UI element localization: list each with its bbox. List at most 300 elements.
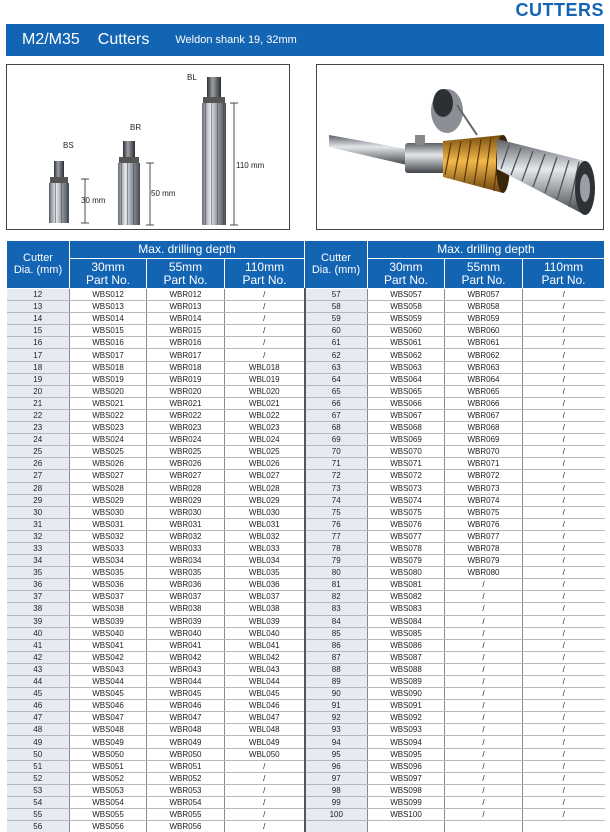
- cell-wbl-right: /: [523, 349, 605, 361]
- cell-wbl-left: /: [225, 760, 305, 772]
- cell-dia-left: 43: [7, 663, 70, 675]
- cell-wbr-left: WBR020: [147, 385, 225, 397]
- cell-wbl-right: /: [523, 579, 605, 591]
- cell-wbl-right: /: [523, 688, 605, 700]
- table-row: [7, 772, 605, 784]
- cutter-arbor-illustration: [317, 65, 605, 231]
- cell-wbr-right: /: [445, 639, 523, 651]
- header-110mm-left: [225, 259, 305, 289]
- cell-wbl-right: /: [523, 809, 605, 821]
- cell-wbr-left: WBR044: [147, 676, 225, 688]
- cell-wbl-right: /: [523, 542, 605, 554]
- cell-wbl-left: WBL025: [225, 446, 305, 458]
- cell-wbl-right: /: [523, 772, 605, 784]
- cell-wbr-left: WBR036: [147, 579, 225, 591]
- cell-wbs-left: WBS053: [70, 784, 147, 796]
- cell-wbr-right: WBR066: [445, 397, 523, 409]
- table-row: [7, 385, 605, 397]
- table-row: [7, 470, 605, 482]
- cell-dia-right: 96: [305, 760, 368, 772]
- cell-wbl-left: /: [225, 301, 305, 313]
- cell-wbl-left: WBL027: [225, 470, 305, 482]
- cell-wbs-right: WBS094: [368, 736, 445, 748]
- cell-wbs-left: WBS014: [70, 313, 147, 325]
- cell-wbs-right: WBS077: [368, 530, 445, 542]
- cell-wbl-left: WBL028: [225, 482, 305, 494]
- cell-wbs-right: WBS057: [368, 289, 445, 301]
- header-55mm-left: [147, 259, 225, 289]
- cell-wbl-right: /: [523, 663, 605, 675]
- cell-wbl-right: /: [523, 446, 605, 458]
- cell-wbl-left: WBL030: [225, 506, 305, 518]
- table-row: [7, 349, 605, 361]
- cell-dia-right: 58: [305, 301, 368, 313]
- cell-wbl-left: WBL036: [225, 579, 305, 591]
- table-row: [7, 422, 605, 434]
- cell-wbr-right: WBR063: [445, 361, 523, 373]
- cell-wbl-right: /: [523, 482, 605, 494]
- shank-subtitle: Weldon shank 19, 32mm: [175, 34, 297, 46]
- cell-wbl-right: /: [523, 337, 605, 349]
- cell-wbl-left: WBL019: [225, 373, 305, 385]
- cell-wbr-right: /: [445, 579, 523, 591]
- cell-wbr-left: WBR045: [147, 688, 225, 700]
- table-row: [7, 555, 605, 567]
- table-row: [7, 760, 605, 772]
- cell-wbs-right: WBS097: [368, 772, 445, 784]
- cell-wbr-left: WBR039: [147, 615, 225, 627]
- cell-wbl-left: WBL032: [225, 530, 305, 542]
- table-row: [7, 591, 605, 603]
- cell-wbr-left: WBR043: [147, 663, 225, 675]
- cell-wbs-left: WBS026: [70, 458, 147, 470]
- cell-dia-left: 28: [7, 482, 70, 494]
- cell-wbl-left: WBL035: [225, 567, 305, 579]
- cell-wbr-right: WBR080: [445, 567, 523, 579]
- cell-wbs-left: WBS016: [70, 337, 147, 349]
- cell-wbr-left: WBR038: [147, 603, 225, 615]
- cell-dia-left: 33: [7, 542, 70, 554]
- cell-wbl-left: WBL026: [225, 458, 305, 470]
- cell-wbr-right: WBR057: [445, 289, 523, 301]
- header-30mm-left: [70, 259, 147, 289]
- cell-wbs-right: WBS098: [368, 784, 445, 796]
- cell-dia-right: 94: [305, 736, 368, 748]
- table-row: [7, 567, 605, 579]
- cell-wbl-right: /: [523, 289, 605, 301]
- cell-wbr-left: WBR051: [147, 760, 225, 772]
- cell-wbs-right: WBS068: [368, 422, 445, 434]
- cell-dia-left: 55: [7, 809, 70, 821]
- cell-wbs-right: WBS091: [368, 700, 445, 712]
- cell-wbr-right: /: [445, 676, 523, 688]
- table-row: [7, 748, 605, 760]
- cell-dia-left: 20: [7, 385, 70, 397]
- cell-wbr-left: WBR027: [147, 470, 225, 482]
- cell-wbr-right: /: [445, 591, 523, 603]
- cell-dia-right: 85: [305, 627, 368, 639]
- cell-dia-left: 35: [7, 567, 70, 579]
- cell-wbl-left: WBL021: [225, 397, 305, 409]
- cell-dia-left: 32: [7, 530, 70, 542]
- cell-wbs-left: WBS019: [70, 373, 147, 385]
- table-row: [7, 700, 605, 712]
- table-row: [7, 325, 605, 337]
- cell-dia-right: 83: [305, 603, 368, 615]
- cell-wbl-left: WBL042: [225, 651, 305, 663]
- cell-wbl-right: /: [523, 422, 605, 434]
- cell-dia-right: 72: [305, 470, 368, 482]
- cell-wbs-right: WBS088: [368, 663, 445, 675]
- cell-wbs-left: WBS018: [70, 361, 147, 373]
- cell-dia-left: 56: [7, 821, 70, 832]
- cell-wbs-right: WBS065: [368, 385, 445, 397]
- table-row: [7, 289, 605, 301]
- bs-cutter: [49, 161, 69, 223]
- cell-wbr-right: WBR076: [445, 518, 523, 530]
- cell-wbl-left: WBL050: [225, 748, 305, 760]
- cell-wbs-right: WBS086: [368, 639, 445, 651]
- cell-dia-left: 45: [7, 688, 70, 700]
- series-title: M2/M35: [22, 31, 80, 48]
- cell-wbl-left: WBL046: [225, 700, 305, 712]
- cell-dia-left: 54: [7, 796, 70, 808]
- cell-wbr-left: WBR047: [147, 712, 225, 724]
- header-55mm-label: 55mm: [168, 259, 203, 274]
- cell-wbr-right: /: [445, 651, 523, 663]
- cell-wbs-right: WBS092: [368, 712, 445, 724]
- cell-wbr-left: WBR049: [147, 736, 225, 748]
- table-row: [7, 361, 605, 373]
- cell-wbl-right: /: [523, 639, 605, 651]
- cell-wbl-right: /: [523, 518, 605, 530]
- table-row: [7, 821, 605, 832]
- cell-wbs-left: WBS027: [70, 470, 147, 482]
- cell-dia-right: 62: [305, 349, 368, 361]
- cell-wbl-right: /: [523, 301, 605, 313]
- cell-wbs-right: [368, 821, 445, 832]
- cell-wbr-left: WBR021: [147, 397, 225, 409]
- cell-wbl-right: /: [523, 385, 605, 397]
- cell-dia-right: 84: [305, 615, 368, 627]
- cell-wbr-left: WBR014: [147, 313, 225, 325]
- cell-wbr-left: WBR054: [147, 796, 225, 808]
- small-cutter-top: [431, 89, 477, 135]
- cell-wbl-right: /: [523, 700, 605, 712]
- cell-dia-left: 25: [7, 446, 70, 458]
- br-label: BR: [130, 123, 142, 132]
- cell-wbr-right: WBR069: [445, 434, 523, 446]
- cell-wbl-left: WBL022: [225, 409, 305, 421]
- table-row: [7, 579, 605, 591]
- cell-dia-left: 15: [7, 325, 70, 337]
- cell-wbr-left: WBR030: [147, 506, 225, 518]
- cell-dia-left: 14: [7, 313, 70, 325]
- cell-wbl-right: /: [523, 627, 605, 639]
- header-partno-label: Part No.: [163, 272, 208, 287]
- cell-wbl-left: /: [225, 772, 305, 784]
- table-row: [7, 482, 605, 494]
- cell-dia-right: 76: [305, 518, 368, 530]
- cell-wbl-right: /: [523, 434, 605, 446]
- cell-dia-right: 75: [305, 506, 368, 518]
- cell-dia-right: 82: [305, 591, 368, 603]
- cell-wbr-left: WBR022: [147, 409, 225, 421]
- cell-wbl-left: WBL029: [225, 494, 305, 506]
- cell-dia-left: 47: [7, 712, 70, 724]
- cell-wbl-left: WBL018: [225, 361, 305, 373]
- br-cutter: [118, 141, 140, 225]
- cell-wbs-left: WBS024: [70, 434, 147, 446]
- header-max-depth-right: Max. drilling depth: [368, 241, 605, 259]
- cell-dia-right: 68: [305, 422, 368, 434]
- gold-cutter: [443, 135, 503, 193]
- cell-wbr-left: WBR017: [147, 349, 225, 361]
- cell-wbs-right: WBS067: [368, 409, 445, 421]
- cell-wbs-right: WBS061: [368, 337, 445, 349]
- cell-wbl-left: WBL034: [225, 555, 305, 567]
- header-cutter-dia-left: [7, 241, 70, 289]
- cell-dia-left: 19: [7, 373, 70, 385]
- cell-wbr-left: WBR015: [147, 325, 225, 337]
- cell-wbs-right: WBS058: [368, 301, 445, 313]
- table-row: [7, 724, 605, 736]
- cell-wbl-left: /: [225, 809, 305, 821]
- cell-wbl-right: /: [523, 313, 605, 325]
- cell-wbr-right: /: [445, 748, 523, 760]
- cell-wbs-right: WBS079: [368, 555, 445, 567]
- arbor-body: [405, 143, 445, 173]
- table-row: [7, 446, 605, 458]
- cell-wbr-right: /: [445, 663, 523, 675]
- table-body: [7, 289, 605, 832]
- cell-wbs-left: WBS012: [70, 289, 147, 301]
- cell-wbr-right: /: [445, 809, 523, 821]
- table-row: [7, 373, 605, 385]
- cell-wbr-right: WBR078: [445, 542, 523, 554]
- cell-dia-left: 31: [7, 518, 70, 530]
- cell-wbs-right: WBS084: [368, 615, 445, 627]
- cell-dia-right: 74: [305, 494, 368, 506]
- table-row: [7, 676, 605, 688]
- cell-dia-left: 53: [7, 784, 70, 796]
- header-110mm-label: 110mm: [244, 259, 285, 274]
- cell-wbs-left: WBS036: [70, 579, 147, 591]
- cell-wbl-left: /: [225, 337, 305, 349]
- cell-wbr-right: WBR071: [445, 458, 523, 470]
- cell-wbl-right: /: [523, 760, 605, 772]
- cell-wbl-right: /: [523, 409, 605, 421]
- cell-wbs-left: WBS039: [70, 615, 147, 627]
- cell-dia-right: 88: [305, 663, 368, 675]
- cell-wbl-right: /: [523, 555, 605, 567]
- part-number-table: [6, 240, 605, 832]
- header-110mm-right: [523, 259, 605, 289]
- cell-wbr-right: [445, 821, 523, 832]
- cell-wbl-left: /: [225, 784, 305, 796]
- cell-wbl-right: /: [523, 748, 605, 760]
- table-row: [7, 530, 605, 542]
- cell-dia-left: 50: [7, 748, 70, 760]
- cell-wbl-right: /: [523, 615, 605, 627]
- header-30mm-right: [368, 259, 445, 289]
- cell-wbr-right: WBR074: [445, 494, 523, 506]
- cell-wbs-left: WBS051: [70, 760, 147, 772]
- cell-wbl-left: WBL040: [225, 627, 305, 639]
- cell-dia-left: 30: [7, 506, 70, 518]
- cell-wbl-left: /: [225, 796, 305, 808]
- cell-wbr-right: /: [445, 615, 523, 627]
- cell-wbl-right: /: [523, 494, 605, 506]
- cell-wbr-left: WBR032: [147, 530, 225, 542]
- cell-wbs-right: WBS089: [368, 676, 445, 688]
- title-bar: [6, 24, 604, 56]
- cell-wbs-left: WBS050: [70, 748, 147, 760]
- cell-wbr-left: WBR050: [147, 748, 225, 760]
- table-row: [7, 651, 605, 663]
- table-row: [7, 506, 605, 518]
- cell-wbs-left: WBS030: [70, 506, 147, 518]
- cell-wbr-right: WBR058: [445, 301, 523, 313]
- cell-dia-right: 79: [305, 555, 368, 567]
- table-row: [7, 301, 605, 313]
- table-row: [7, 434, 605, 446]
- header-cutter-label: Cutter: [321, 251, 351, 264]
- cell-wbr-right: /: [445, 712, 523, 724]
- bs-label: BS: [63, 141, 74, 150]
- cell-wbs-left: WBS038: [70, 603, 147, 615]
- cell-wbs-right: WBS090: [368, 688, 445, 700]
- table-row: [7, 639, 605, 651]
- cell-dia-right: 86: [305, 639, 368, 651]
- cell-wbs-left: WBS041: [70, 639, 147, 651]
- cell-wbs-right: WBS100: [368, 809, 445, 821]
- cell-wbr-left: WBR055: [147, 809, 225, 821]
- cell-wbs-left: WBS031: [70, 518, 147, 530]
- cell-wbs-right: WBS074: [368, 494, 445, 506]
- cell-wbl-left: /: [225, 313, 305, 325]
- cell-wbs-left: WBS029: [70, 494, 147, 506]
- cell-wbs-left: WBS015: [70, 325, 147, 337]
- cell-wbs-right: WBS059: [368, 313, 445, 325]
- cell-wbs-right: WBS096: [368, 760, 445, 772]
- cell-wbl-left: /: [225, 821, 305, 832]
- cell-dia-right: 99: [305, 796, 368, 808]
- cell-wbl-left: WBL049: [225, 736, 305, 748]
- cell-dia-left: 42: [7, 651, 70, 663]
- cell-dia-right: 87: [305, 651, 368, 663]
- cell-wbs-left: WBS056: [70, 821, 147, 832]
- cell-dia-left: 17: [7, 349, 70, 361]
- cell-wbs-left: WBS052: [70, 772, 147, 784]
- cell-wbr-left: WBR035: [147, 567, 225, 579]
- cell-wbs-left: WBS043: [70, 663, 147, 675]
- cell-wbr-right: /: [445, 760, 523, 772]
- cell-wbr-right: WBR067: [445, 409, 523, 421]
- cell-wbs-left: WBS055: [70, 809, 147, 821]
- cell-wbl-right: /: [523, 506, 605, 518]
- cell-wbs-right: WBS078: [368, 542, 445, 554]
- cell-wbr-left: WBR033: [147, 542, 225, 554]
- cell-wbl-right: /: [523, 397, 605, 409]
- cell-wbs-left: WBS044: [70, 676, 147, 688]
- cell-dia-right: 70: [305, 446, 368, 458]
- cell-wbr-left: WBR052: [147, 772, 225, 784]
- cell-wbl-left: WBL048: [225, 724, 305, 736]
- header-dia-label: Dia. (mm): [311, 263, 361, 276]
- table-row: [7, 809, 605, 821]
- cell-wbl-left: WBL041: [225, 639, 305, 651]
- cell-wbr-right: WBR060: [445, 325, 523, 337]
- cell-wbr-left: WBR046: [147, 700, 225, 712]
- header-55mm-right: [445, 259, 523, 289]
- cell-dia-left: 23: [7, 422, 70, 434]
- dim-50mm: 50 mm: [151, 189, 176, 198]
- cell-dia-right: 92: [305, 712, 368, 724]
- cell-wbr-right: /: [445, 772, 523, 784]
- table-row: [7, 603, 605, 615]
- cell-wbs-left: WBS033: [70, 542, 147, 554]
- cell-wbr-left: WBR012: [147, 289, 225, 301]
- cell-dia-right: 60: [305, 325, 368, 337]
- cell-wbs-left: WBS034: [70, 555, 147, 567]
- cell-wbs-right: WBS085: [368, 627, 445, 639]
- cell-wbl-right: /: [523, 603, 605, 615]
- cell-wbl-left: WBL038: [225, 603, 305, 615]
- header-55mm-label: 55mm: [466, 259, 501, 274]
- cell-wbr-right: /: [445, 736, 523, 748]
- header-partno-label: Part No.: [541, 272, 586, 287]
- cell-wbr-right: WBR062: [445, 349, 523, 361]
- header-partno-label: Part No.: [383, 272, 428, 287]
- cell-wbr-right: /: [445, 796, 523, 808]
- cell-wbs-right: WBS080: [368, 567, 445, 579]
- cell-wbs-right: WBS060: [368, 325, 445, 337]
- cell-wbs-right: WBS081: [368, 579, 445, 591]
- cell-dia-left: 34: [7, 555, 70, 567]
- cell-wbl-left: WBL033: [225, 542, 305, 554]
- cell-wbl-right: /: [523, 724, 605, 736]
- cell-dia-left: 22: [7, 409, 70, 421]
- cell-dia-right: 98: [305, 784, 368, 796]
- dim-110mm: 110 mm: [236, 161, 265, 170]
- cell-dia-left: 29: [7, 494, 70, 506]
- cell-dia-left: 44: [7, 676, 70, 688]
- header-110mm-label: 110mm: [543, 259, 584, 274]
- cell-wbs-left: WBS021: [70, 397, 147, 409]
- cell-wbs-left: WBS023: [70, 422, 147, 434]
- cell-dia-left: 37: [7, 591, 70, 603]
- cell-wbr-left: WBR029: [147, 494, 225, 506]
- cutter-sizes-illustration: [7, 65, 291, 231]
- cell-dia-left: 27: [7, 470, 70, 482]
- cell-wbr-left: WBR048: [147, 724, 225, 736]
- cell-wbs-left: WBS022: [70, 409, 147, 421]
- cell-wbs-right: WBS087: [368, 651, 445, 663]
- cell-wbr-right: WBR064: [445, 373, 523, 385]
- cell-wbl-left: /: [225, 325, 305, 337]
- product-title: Cutters: [97, 31, 150, 48]
- cell-wbl-left: /: [225, 349, 305, 361]
- cell-wbs-right: WBS071: [368, 458, 445, 470]
- cell-dia-right: [305, 821, 368, 832]
- cell-wbl-left: WBL044: [225, 676, 305, 688]
- cell-wbs-right: WBS076: [368, 518, 445, 530]
- cell-wbr-right: WBR070: [445, 446, 523, 458]
- cell-dia-left: 18: [7, 361, 70, 373]
- cell-dia-right: 73: [305, 482, 368, 494]
- table-row: [7, 397, 605, 409]
